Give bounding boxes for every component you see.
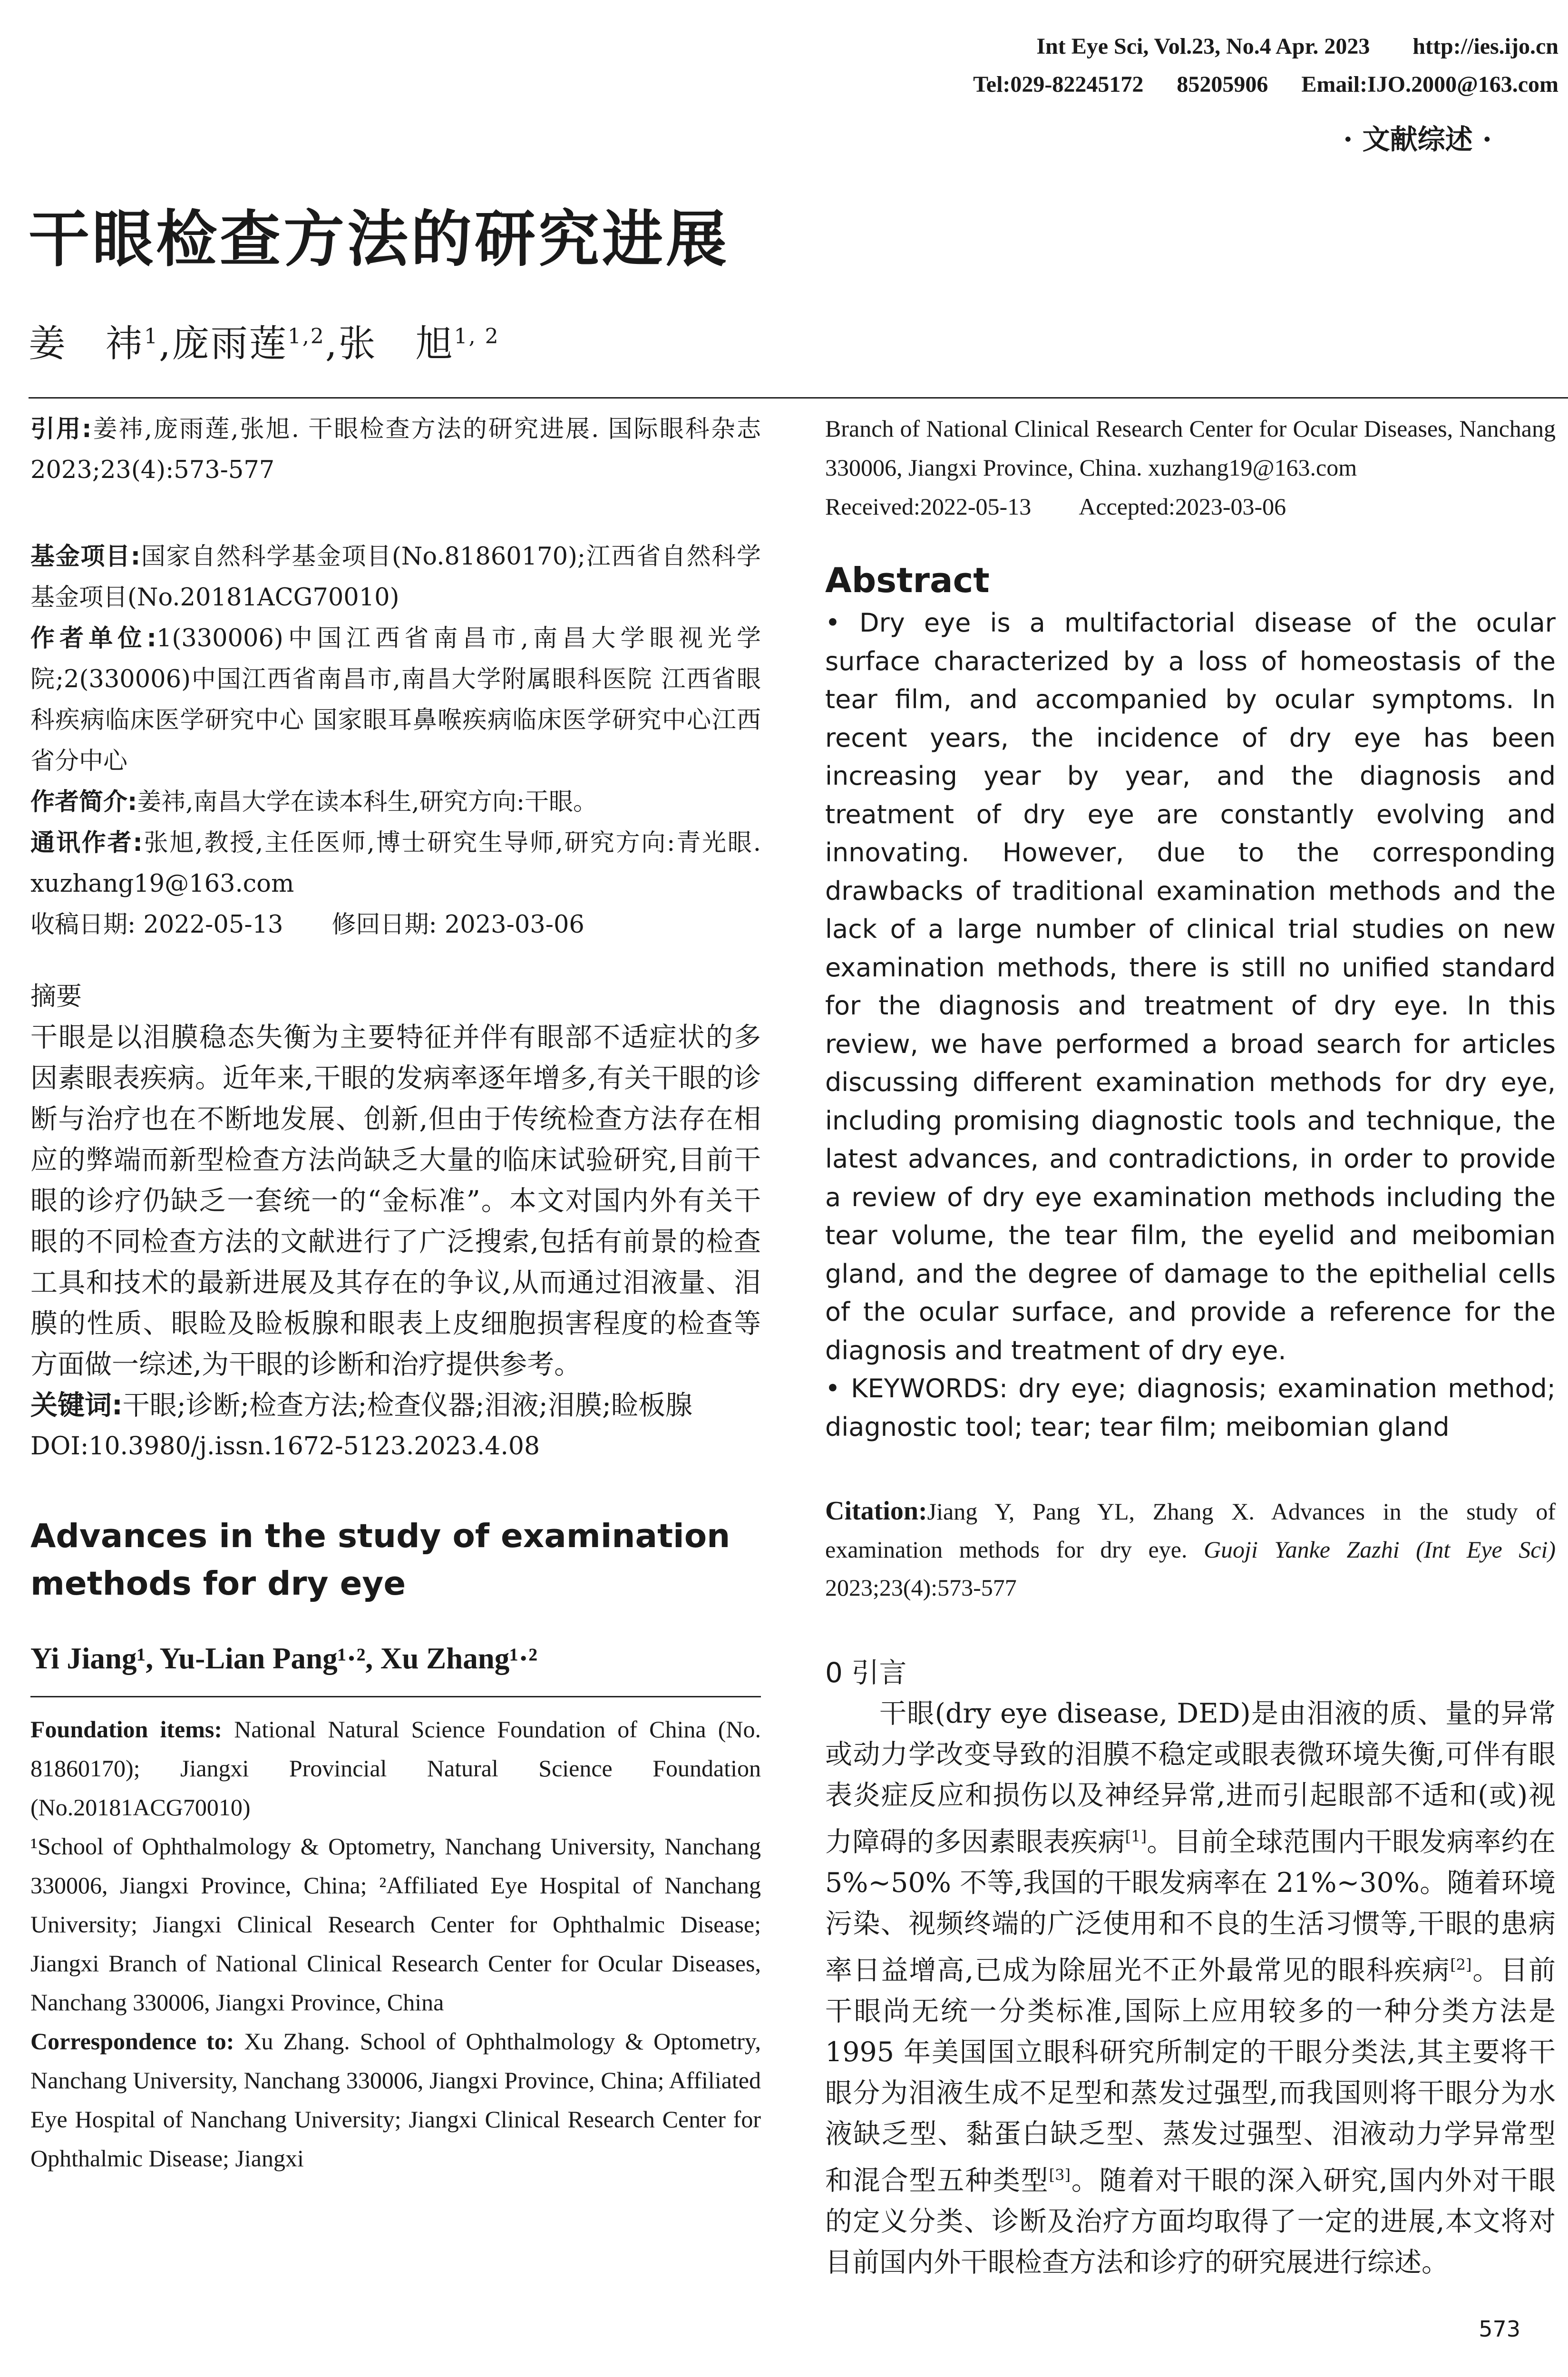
foundation-cn: 基金项目:国家自然科学基金项目(No.81860170);江西省自然科学基金项目(No.20181ACG70010) — [30, 543, 761, 612]
foundation-items-en: Foundation items: National Natural Science Foundation of China (No. 81860170); Jiangxi Provincial Natural Science Foundation (No.20181ACG70010) — [30, 1716, 761, 1821]
author-name: 姜 祎 — [29, 322, 145, 365]
citation-en: Citation:Jiang Y, Pang YL, Zhang X. Advances in the study of examination methods for dry eye. Guoji Yanke Zazhi (Int Eye Sci) 2023;23(4):573-577 — [825, 1496, 1556, 1601]
received-dates: Received:2022-05-13 Accepted:2023-03-06 — [825, 493, 1286, 520]
authors-divider — [30, 1696, 761, 1697]
journal-tel2: 85205906 — [1177, 72, 1268, 97]
author-affil-sup: 1, 2 — [454, 324, 500, 349]
journal-header-line1 — [845, 28, 1558, 66]
abstract-heading-en: Abstract — [825, 560, 990, 600]
author-affil-sup: 1,2 — [287, 324, 325, 349]
author-name: 庞雨莲 — [172, 322, 288, 365]
right-column — [825, 409, 1556, 2283]
author-name: 张 旭 — [338, 322, 454, 365]
left-column — [30, 409, 761, 2178]
correspondence-cn: 通讯作者:张旭,教授,主任医师,博士研究生导师,研究方向:青光眼. xuzhang19@163.com — [30, 829, 761, 898]
reference-marker[interactable]: [3] — [1049, 2166, 1071, 2184]
journal-url[interactable]: http://ies.ijo.cn — [1412, 34, 1558, 59]
abstract-heading-cn: 摘要 — [30, 981, 82, 1011]
affiliation-en: ¹School of Ophthalmology & Optometry, Nanchang University, Nanchang 330006, Jiangxi Province, China; ²Affiliated Eye Hospital of Nanchang University; Jiangxi Clinical Research Center for Ophthalmic Disease; Jiangxi Branch of National Clinical Research Center for Ocular Diseases, Nanchang 330006, Jiangxi Province, China — [30, 1833, 761, 2016]
journal-header-line2 — [845, 66, 1558, 104]
reference-marker[interactable]: [1] — [1125, 1827, 1147, 1845]
doi[interactable]: DOI:10.3980/j.issn.1672-5123.2023.4.08 — [30, 1432, 540, 1461]
keywords-cn: 关键词:干眼;诊断;检查方法;检查仪器;泪液;泪膜;睑板腺 — [30, 1390, 693, 1421]
journal-info: Int Eye Sci, Vol.23, No.4 Apr. 2023 — [1036, 34, 1370, 59]
authors-cn: 姜 祎$^1$,庞雨莲$^{1,2}$,张 旭$^{1, 2}$ — [29, 322, 500, 365]
reference-marker[interactable]: [2] — [1450, 1956, 1472, 1974]
journal-header — [845, 28, 1558, 104]
section-tag: · 文献综述 · — [1343, 123, 1492, 156]
page-title: 干眼检查方法的研究进展 — [29, 204, 730, 275]
page-number: 573 — [1479, 2316, 1520, 2342]
author-bio-cn: 作者简介:姜祎,南昌大学在读本科生,研究方向:干眼。 — [30, 788, 598, 816]
english-authors: Yi Jiang¹, Yu-Lian Pang¹·², Xu Zhang¹·² — [30, 1642, 538, 1675]
author-affil-sup: 1 — [144, 324, 159, 349]
correspondence-en-cont: Branch of National Clinical Research Center for Ocular Diseases, Nanchang 330006, Jiangxi Province, China. xuzhang19@163.com — [825, 415, 1556, 481]
keywords-en: • KEYWORDS: dry eye; diagnosis; examination method; diagnostic tool; tear; tear film; meibomian gland — [825, 1374, 1556, 1442]
intro-heading: 0 引言 — [825, 1656, 907, 1689]
journal-email: Email:IJO.2000@163.com — [1301, 72, 1558, 97]
dates-cn: 收稿日期: 2022-05-13 修回日期: 2023-03-06 — [30, 911, 584, 939]
correspondence-en: Correspondence to: Xu Zhang. School of Ophthalmology & Optometry, Nanchang University, Nanchang 330006, Jiangxi Province, China; Affiliated Eye Hospital of Nanchang University; Jiangxi Clinical Research Center for Ophthalmic Disease; Jiangxi — [30, 2028, 761, 2172]
journal-tel: Tel:029-82245172 — [973, 72, 1144, 97]
intro-paragraph: 干眼(dry eye disease, DED)是由泪液的质、量的异常或动力学改变导致的泪膜不稳定或眼表微环境失衡,可伴有眼表炎症反应和损伤以及神经异常,进而引起眼部不适和(或)视力障碍的多因素眼表疾病[1]。目前全球范围内干眼发病率约在 5%~50% 不等,我国的干眼发病率在 21%~30%。随着环境污染、视频终端的广泛使用和不良的生活习惯等,干眼的患病率日益增高,已成为除屈光不正外最常见的眼科疾病[2]。目前干眼尚无统一分类标准,国际上应用较多的一种分类方法是 1995 年美国国立眼科研究所制定的干眼分类法,其主要将干眼分为泪液生成不足型和蒸发过强型,而我国则将干眼分为水液缺乏型、黏蛋白缺乏型、蒸发过强型、泪液动力学异常型和混合型五种类型[3]。随着对干眼的深入研究,国内外对干眼的定义分类、诊断及治疗方面均取得了一定的进展,本文将对目前国内外干眼检查方法和诊疗的研究展进行综述。 — [825, 1698, 1556, 2278]
abstract-cn: 干眼是以泪膜稳态失衡为主要特征并伴有眼部不适症状的多因素眼表疾病。近年来,干眼的发病率逐年增多,有关干眼的诊断与治疗也在不断地发展、创新,但由于传统检查方法存在相应的弊端而新型检查方法尚缺乏大量的临床试验研究,目前干眼的诊疗仍缺乏一套统一的“金标准”。本文对国内外有关干眼的不同检查方法的文献进行了广泛搜索,包括有前景的检查工具和技术的最新进展及其存在的争议,从而通过泪液量、泪膜的性质、眼睑及睑板腺和眼表上皮细胞损害程度的检查等方面做一综述,为干眼的诊断和治疗提供参考。 — [30, 1022, 761, 1380]
citation-cn: 引用:姜祎,庞雨莲,张旭. 干眼检查方法的研究进展. 国际眼科杂志 2023;23(4):573-577 — [30, 415, 761, 484]
abstract-en: • Dry eye is a multifactorial disease of the ocular surface characterized by a loss of homeostasis of the tear film, and accompanied by ocular symptoms. In recent years, the incidence of dry eye has been increasing year by year, and the diagnosis and treatment of dry eye are constantly evolving and innovating. However, due to the corresponding drawbacks of traditional examination methods and the lack of a large number of clinical trial studies on new examination methods, there is still no unified standard for the diagnosis and treatment of dry eye. In this review, we have performed a broad search for articles discussing different examination methods for dry eye, including promising diagnostic tools and technique, the latest advances, and contradictions, in order to provide a review of dry eye examination methods including the tear volume, the tear film, the eyelid and meibomian gland, and the degree of damage to the epithelial cells of the ocular surface, and provide a reference for the diagnosis and treatment of dry eye. — [825, 608, 1556, 1365]
affiliation-cn: 作者单位:1(330006)中国江西省南昌市,南昌大学眼视光学院;2(330006)中国江西省南昌市,南昌大学附属眼科医院 江西省眼科疾病临床医学研究中心 国家眼耳鼻喉疾病临床医学研究中心江西省分中心 — [30, 624, 761, 775]
english-title: Advances in the study of examination methods for dry eye — [30, 1517, 730, 1603]
header-divider — [29, 397, 1568, 399]
